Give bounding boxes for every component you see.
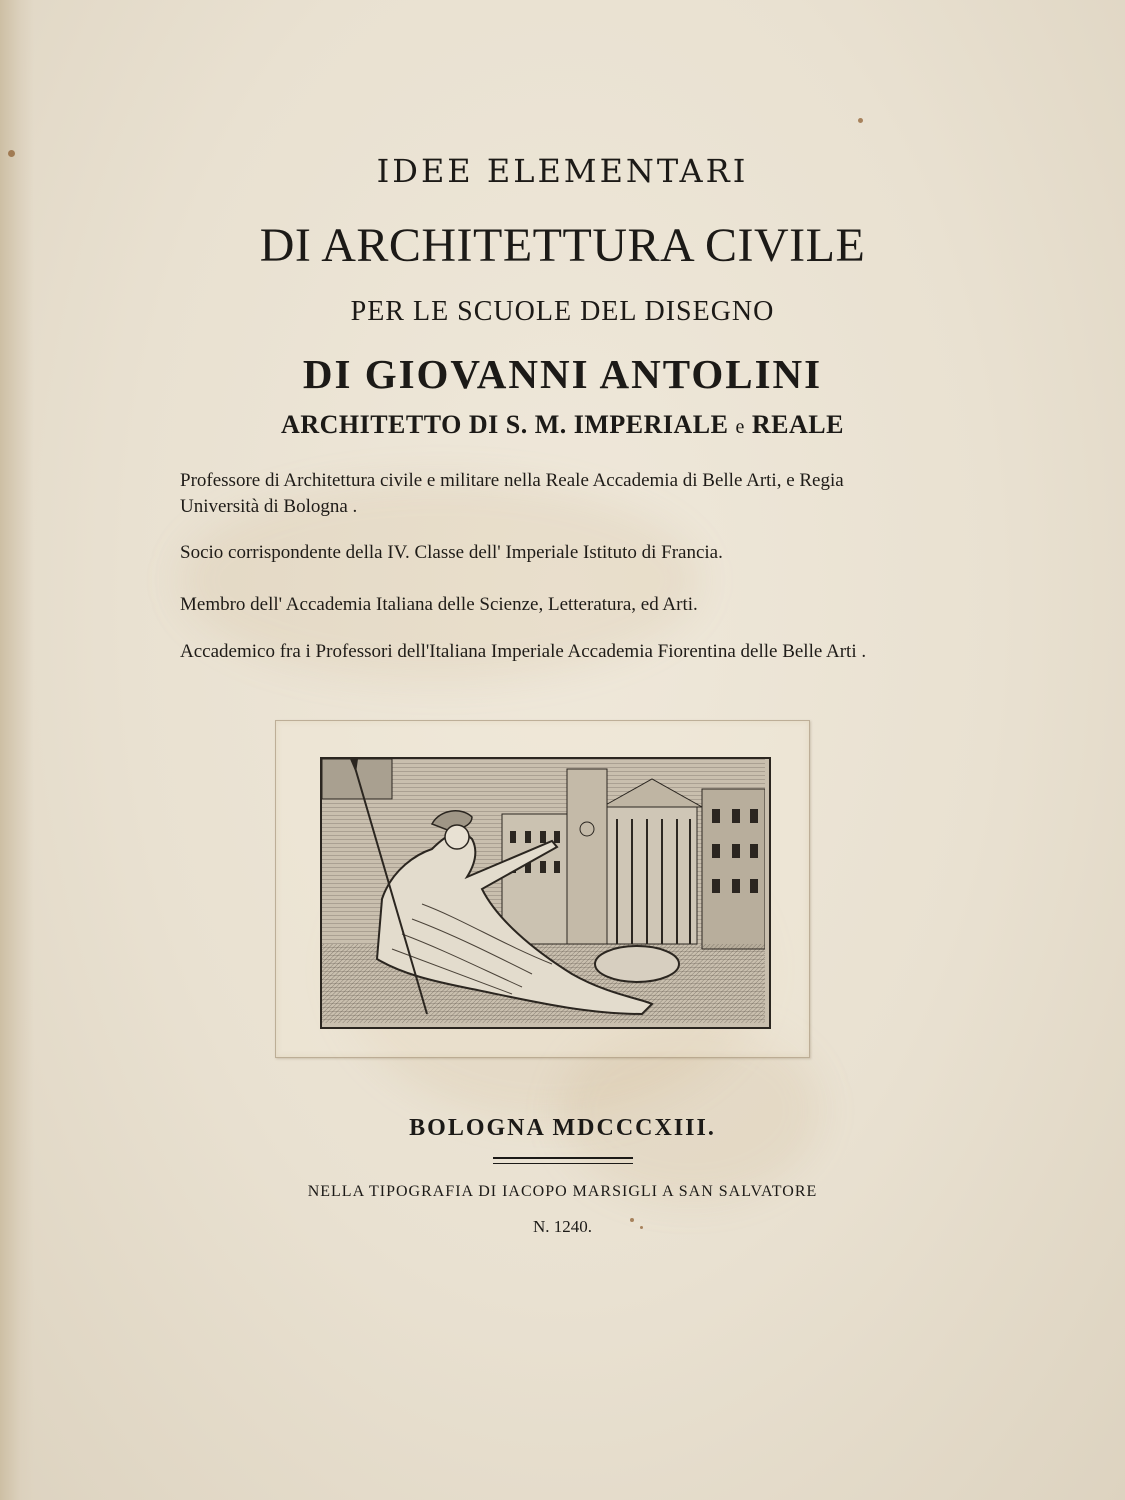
credit-institut: Socio corrispondente della IV. Classe dell' Imperiale Istituto di Francia.: [180, 542, 723, 563]
title-line-3: PER LE SCUOLE DEL DISEGNO: [350, 296, 775, 327]
imprint-rule: [493, 1157, 633, 1164]
engraving-illustration: [322, 759, 765, 1023]
author-title: [0, 410, 1125, 440]
credit-professor: Professore di Architettura civile e militare nella Reale Accademia di Belle Arti, e Regia Università di Bologna .: [180, 470, 844, 517]
imprint-printer: NELLA TIPOGRAFIA DI IACOPO MARSIGLI A SAN SALVATORE: [307, 1183, 818, 1200]
author-title-main: ARCHITETTO DI S. M. IMPERIALE: [281, 410, 729, 439]
engraving-vignette: [320, 757, 771, 1029]
foxing-spot: [858, 118, 863, 123]
main-title: DI ARCHITETTURA CIVILE: [259, 219, 866, 272]
title-line-1: IDEE ELEMENTARI: [376, 152, 749, 190]
author-title-end: REALE: [751, 410, 844, 439]
imprint-number: N. 1240.: [532, 1217, 593, 1236]
credit-accademia-scienze: Membro dell' Accademia Italiana delle Scienze, Letteratura, ed Arti.: [180, 594, 698, 615]
author-name: DI GIOVANNI ANTOLINI: [302, 351, 823, 397]
imprint-place-date: BOLOGNA MDCCCXIII.: [409, 1115, 716, 1141]
credit-accademia-fiorentina: Accademico fra i Professori dell'Italiana Imperiale Accademia Fiorentina delle Belle Arti .: [180, 641, 867, 662]
author-title-conj: e: [735, 416, 745, 438]
